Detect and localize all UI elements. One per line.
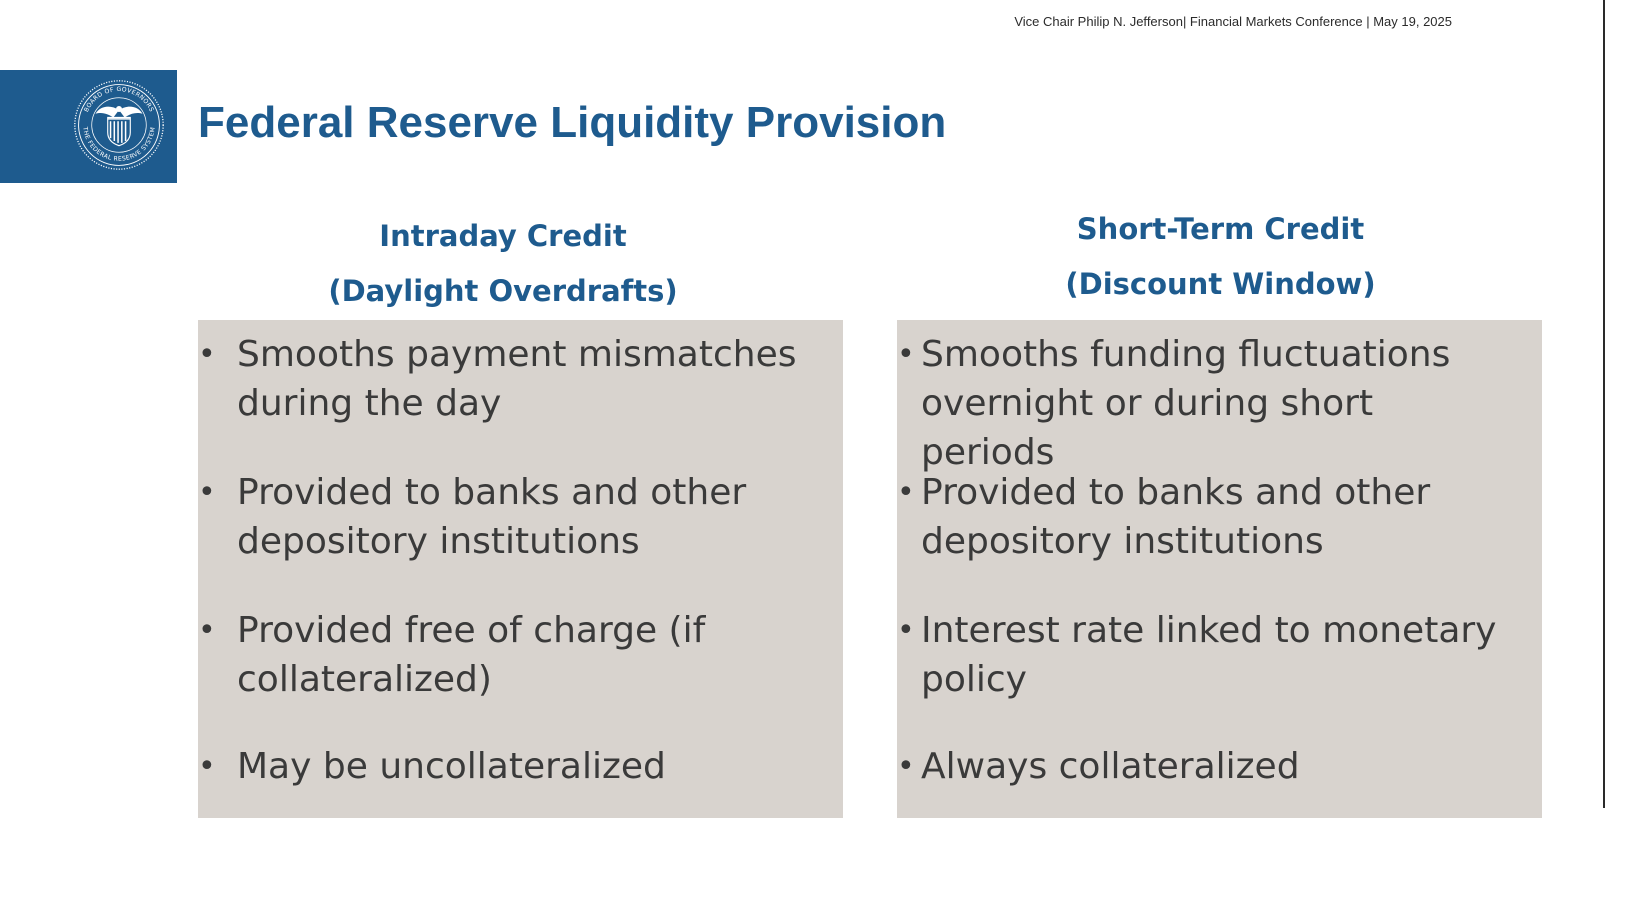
list-item-text: Smooths funding fluctuations overnight or during short periods bbox=[921, 334, 1451, 473]
seal-banner bbox=[0, 70, 177, 183]
panel-short-term-credit bbox=[897, 320, 1542, 818]
bullet-icon: • bbox=[198, 475, 216, 510]
list-item bbox=[897, 330, 1542, 477]
list-item bbox=[897, 606, 1542, 704]
list-item-text: Smooths payment mismatches during the day bbox=[237, 334, 797, 424]
bullet-icon: • bbox=[897, 337, 915, 372]
right-divider-line bbox=[1603, 0, 1605, 808]
header-meta: Vice Chair Philip N. Jefferson| Financial Markets Conference | May 19, 2025 bbox=[1014, 14, 1452, 29]
list-item bbox=[198, 606, 843, 704]
list-item bbox=[198, 330, 843, 428]
list-item-text: Interest rate linked to monetary policy bbox=[921, 610, 1497, 700]
bullet-icon: • bbox=[198, 613, 216, 648]
column-heading-line1: Short-Term Credit bbox=[1076, 212, 1365, 246]
bullet-icon: • bbox=[897, 475, 915, 510]
list-item bbox=[897, 742, 1542, 791]
list-item bbox=[897, 468, 1542, 566]
federal-reserve-seal-icon bbox=[72, 78, 166, 172]
list-item-text: Provided to banks and other depository institutions bbox=[237, 472, 747, 562]
panel-intraday-credit bbox=[198, 320, 843, 818]
list-item-text: Always collateralized bbox=[921, 746, 1300, 787]
list-item bbox=[198, 468, 843, 566]
list-item bbox=[198, 742, 843, 791]
column-heading-line2: (Daylight Overdrafts) bbox=[328, 274, 678, 308]
column-heading-line2: (Discount Window) bbox=[1065, 267, 1376, 301]
bullet-icon: • bbox=[897, 749, 915, 784]
bullet-icon: • bbox=[198, 337, 216, 372]
list-item-text: Provided free of charge (if collateralized) bbox=[237, 610, 706, 700]
column-heading-line1: Intraday Credit bbox=[379, 219, 627, 253]
bullet-icon: • bbox=[198, 749, 216, 784]
column-heading-short-term bbox=[897, 202, 1544, 312]
seal-top-text: BOARD OF GOVERNORS bbox=[83, 86, 155, 114]
list-item-text: May be uncollateralized bbox=[237, 746, 666, 787]
list-item-text: Provided to banks and other depository institutions bbox=[921, 472, 1431, 562]
seal-bottom-text: THE FEDERAL RESERVE SYSTEM bbox=[81, 126, 157, 163]
bullet-icon: • bbox=[897, 613, 915, 648]
page-title: Federal Reserve Liquidity Provision bbox=[198, 98, 947, 147]
column-heading-intraday bbox=[198, 209, 808, 319]
